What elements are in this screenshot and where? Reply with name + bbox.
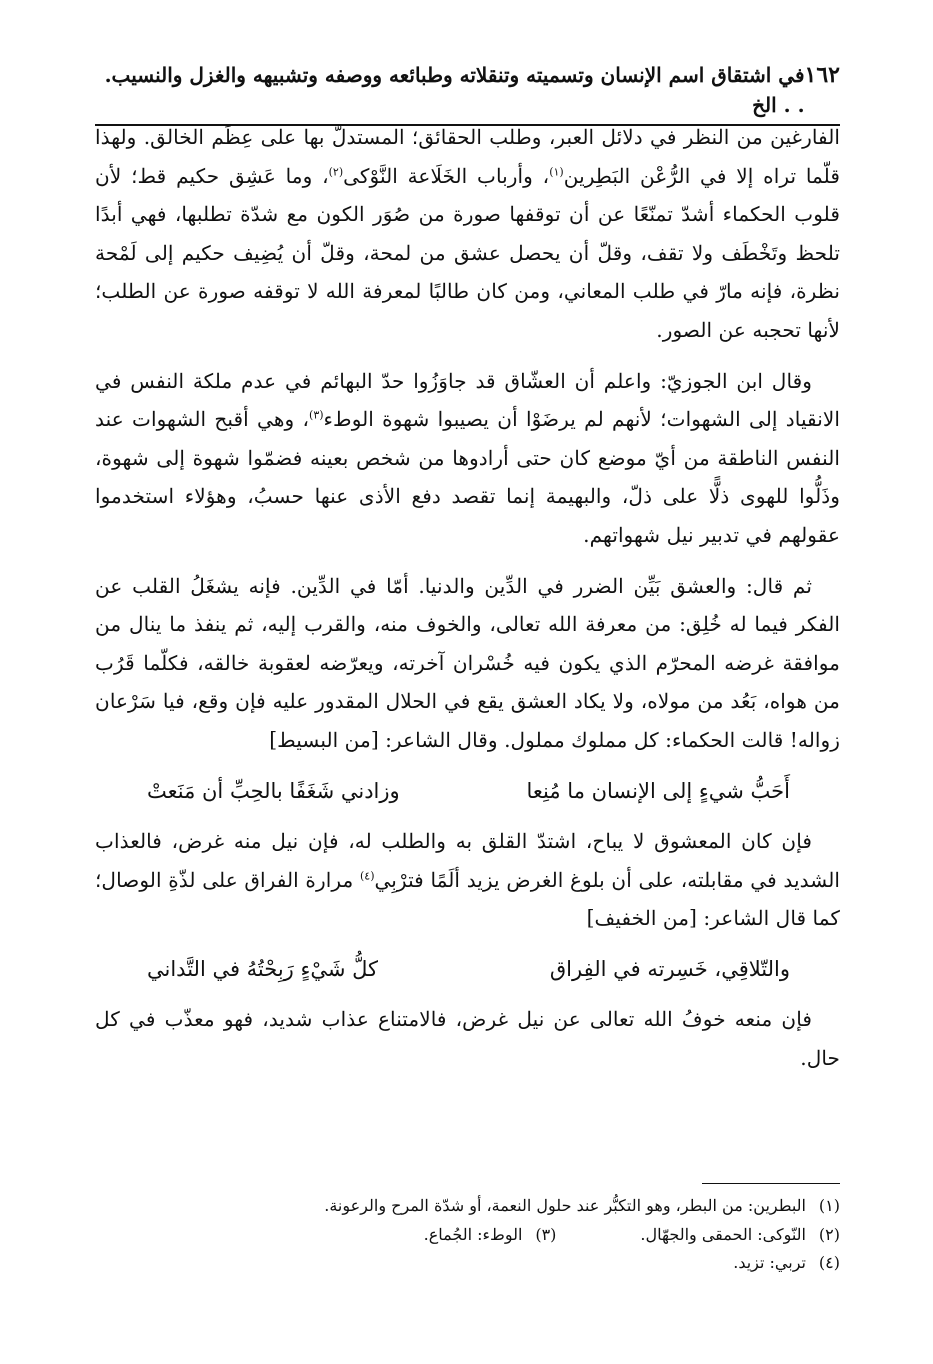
running-header <box>95 60 840 126</box>
footnote-ref-4[interactable]: (٤) <box>359 868 375 882</box>
running-title: في اشتقاق اسم الإنسان وتسميته وتنقلاته وطبائعه ووصفه وتشبيهه والغزل والنسيب. . . الخ <box>104 63 805 117</box>
paragraph-2 <box>95 362 840 555</box>
paragraph-2-part-b: ، وهي أقبح الشهوات عند النفس الناطقة من أيّ موضع كان حتى أرادوها من شخص بعينه فضمّوا شهوة إلى شهوة، وذَلُّوا للهوى ذلًّا على ذلّ، والبهيمة إنما تقصد دفع الأذى عنها حسبُ، وهؤلاء استخدموا عقولهم في تدبير نيل شهواتهم. <box>95 407 840 547</box>
paragraph-1 <box>95 118 840 350</box>
verse-1 <box>95 772 840 811</box>
paragraph-1-part-b: ، وأرباب الخَلَاعة النَّوْكى <box>343 163 550 188</box>
footnote-4-number: (٤) <box>818 1253 840 1272</box>
paragraph-3: ثم قال: والعشق بَيِّن الضرر في الدِّين والدنيا. أمّا في الدِّين. فإنه يشغَلُ القلب عن الفكر فيما له خُلِق: من معرفة الله تعالى، والخوف منه، والقرب إليه، ثم ينفذ ما ينال من موافقة غرضه المحرّم الذي يكون فيه خُسْران آخرته، ويعرّضه لعقوبة خالقه، فكلّما قَرُب من هواه، بَعُد من مولاه، ولا يكاد العشق يقع في الحلال المقدور عليه فإن وقع، فيا سَرْعان زواله! قالت الحكماء: كل مملوك مملول. وقال الشاعر: [من البسيط] <box>95 573 840 752</box>
footnote-2-3 <box>95 1221 840 1250</box>
main-text <box>95 118 840 1090</box>
paragraph-1-part-c: ، وما عَشِق حكيم قط؛ لأن قلوب الحكماء أشدّ تمنّعًا عن أن توقفها صورة من صُوَر الكون مع شدّة تطلبها، فهي أبدًا تلحظ وتَخْطَف ولا تقف، وقلّ أن يحصل عشق من لمحة، وقلّ أن يُضِيف حكيم إلى لَمْحة نظرة، فإنه مارّ في طلب المعاني، ومن كان طالبًا لمعرفة الله لا توقفه صورة عن الطلب؛ لأنها تحجبه عن الصور. <box>95 163 840 342</box>
paragraph-2-part-a: وقال ابن الجوزيّ: واعلم أن العشّاق قد جاوَزُوا حدّ البهائم في عدم ملكة النفس في الانقياد إلى الشهوات؛ لأنهم لم يرضَوْا أن يصيبوا شهوة الوطء <box>95 368 840 432</box>
footnote-3-text: الوطء: الجُماع. <box>423 1224 523 1244</box>
footnote-1-number: (١) <box>818 1196 840 1215</box>
page-number: ١٦٢ <box>804 62 840 88</box>
footnote-ref-1[interactable]: (١) <box>549 164 564 178</box>
footnote-4 <box>95 1249 840 1278</box>
footnote-separator <box>702 1183 840 1184</box>
footnote-ref-3[interactable]: (٣) <box>309 408 324 422</box>
footnotes <box>95 1192 840 1278</box>
verse-2-second-hemistich: كلُّ شَيْءٍ رَبِحْتُهُ في التَّداني <box>147 956 379 981</box>
paragraph-5: فإن منعه خوفُ الله تعالى عن نيل غرض، فالامتناع عذاب شديد، فهو معذّب في كل حال. <box>95 1007 840 1071</box>
verse-1-first-hemistich: أَحَبُّ شيءٍ إلى الإنسان ما مُنِعا <box>526 778 790 803</box>
paragraph-4 <box>95 822 840 938</box>
verse-1-second-hemistich: وزادني شَغَفًا بالحِبِّ أن مَنَعتْ <box>147 778 400 803</box>
footnote-3-number: (٣) <box>535 1224 557 1244</box>
footnote-1-text: البطرين: من البطر، وهو التكبُّر عند حلول النعمة، أو شدّة المرح والرعونة. <box>324 1196 806 1215</box>
paragraph-4-part-b: مرارة الفراق على لذّةِ الوصال؛ كما قال الشاعر: [من الخفيف] <box>95 867 840 931</box>
footnote-2-number: (٢) <box>818 1224 840 1244</box>
footnote-spacer <box>556 1221 640 1250</box>
footnote-ref-2[interactable]: (٢) <box>328 164 344 178</box>
footnote-1 <box>95 1192 840 1221</box>
verse-2-first-hemistich: والتّلاقِي، خَسِرته في الفِراق <box>549 956 790 981</box>
verse-2 <box>95 950 840 989</box>
footnote-4-text: تربي: تزيد. <box>733 1253 806 1272</box>
paragraph-4-part-a: فإن كان المعشوق لا يباح، اشتدّ القلق به والطلب له، فإن نيل منه غرض، فالعذاب الشديد في مقابلته، على أن بلوغ الغرض يزيد ألَمًا فترْبِي <box>95 829 840 892</box>
paragraph-1-part-a: الفارغين من النظر في دلائل العبر، وطلب الحقائق؛ المستدلّ بها على عِظَم الخالق. ولهذا قلّما تراه إلا في الرُّعْن البَطِرين <box>95 125 840 188</box>
footnote-2-text: النّوكى: الحمقى والجهّال. <box>640 1224 806 1244</box>
